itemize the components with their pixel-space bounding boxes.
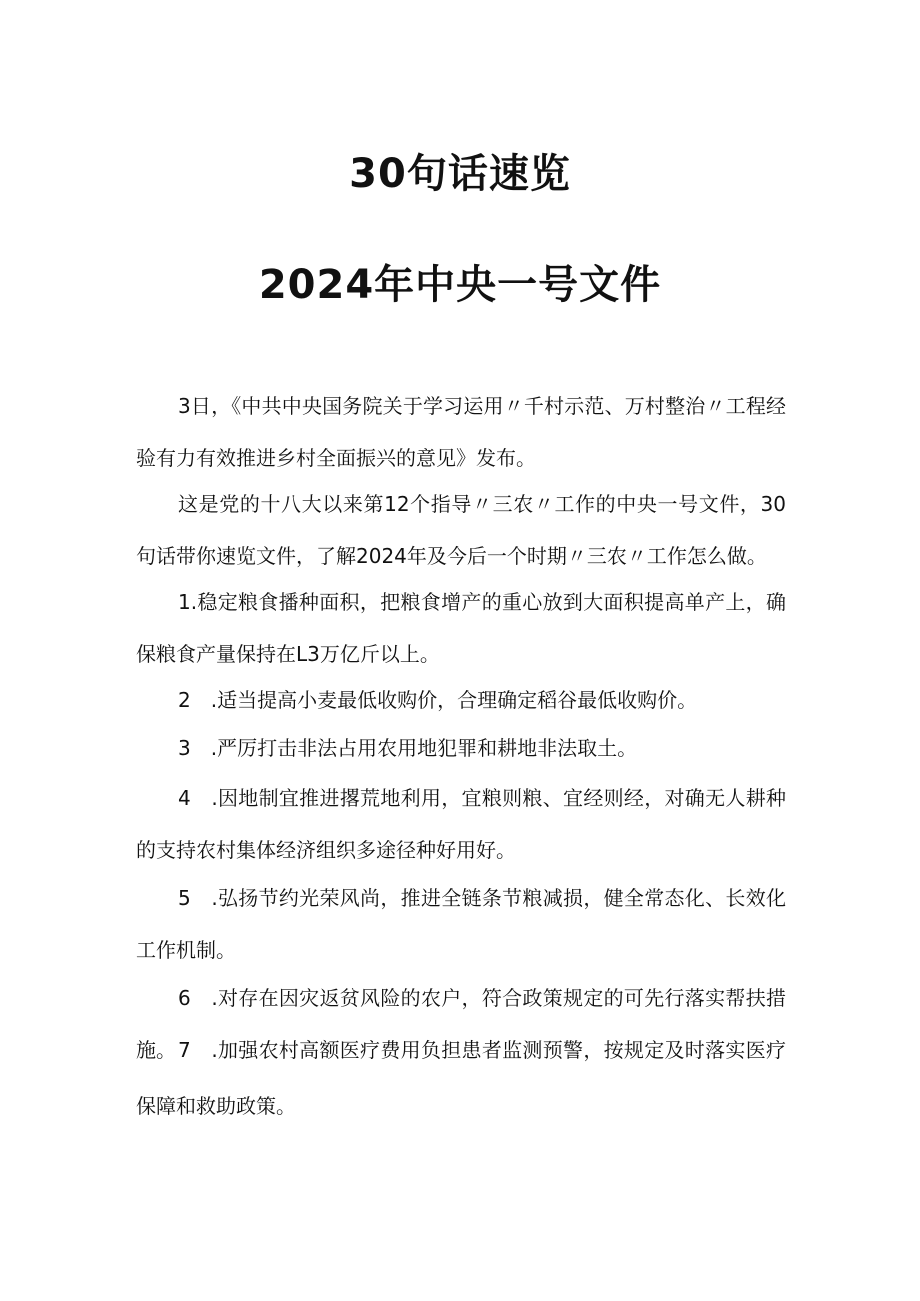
list-item-5: 5 .弘扬节约光荣风尚，推进全链条节粮减损，健全常态化、长效化工作机制。 <box>136 886 786 962</box>
list-item-2: 2 .适当提高小麦最低收购价，合理确定稻谷最低收购价。 <box>178 688 698 712</box>
list-item-3: 3 .严厉打击非法占用农用地犯罪和耕地非法取土。 <box>178 736 638 760</box>
document-title-line-1: 30句话速览 <box>349 151 571 197</box>
intro-paragraph-1: 3日，《中共中央国务院关于学习运用〃千村示范、万村整治〃工程经验有力有效推进乡村全面振兴的意见》发布。 <box>136 394 786 470</box>
list-item-7: 7 .加强农村高额医疗费用负担患者监测预警，按规定及时落实医疗保障和救助政策。 <box>136 1038 786 1118</box>
intro-paragraph-2: 这是党的十八大以来第12个指导〃三农〃工作的中央一号文件，30句话带你速览文件，了解2024年及今后一个时期〃三农〃工作怎么做。 <box>136 492 786 568</box>
document-title-line-2: 2024年中央一号文件 <box>258 262 662 308</box>
list-item-1: 1.稳定粮食播种面积，把粮食增产的重心放到大面积提高单产上，确保粮食产量保持在L3万亿斤以上。 <box>136 590 786 666</box>
list-item-6: 6 .对存在因灾返贫风险的农户，符合政策规定的可先行落实帮扶措施。 <box>136 986 786 1062</box>
list-item-4: 4 .因地制宜推进撂荒地利用，宜粮则粮、宜经则经，对确无人耕种的支持农村集体经济组织多途径种好用好。 <box>136 786 786 862</box>
